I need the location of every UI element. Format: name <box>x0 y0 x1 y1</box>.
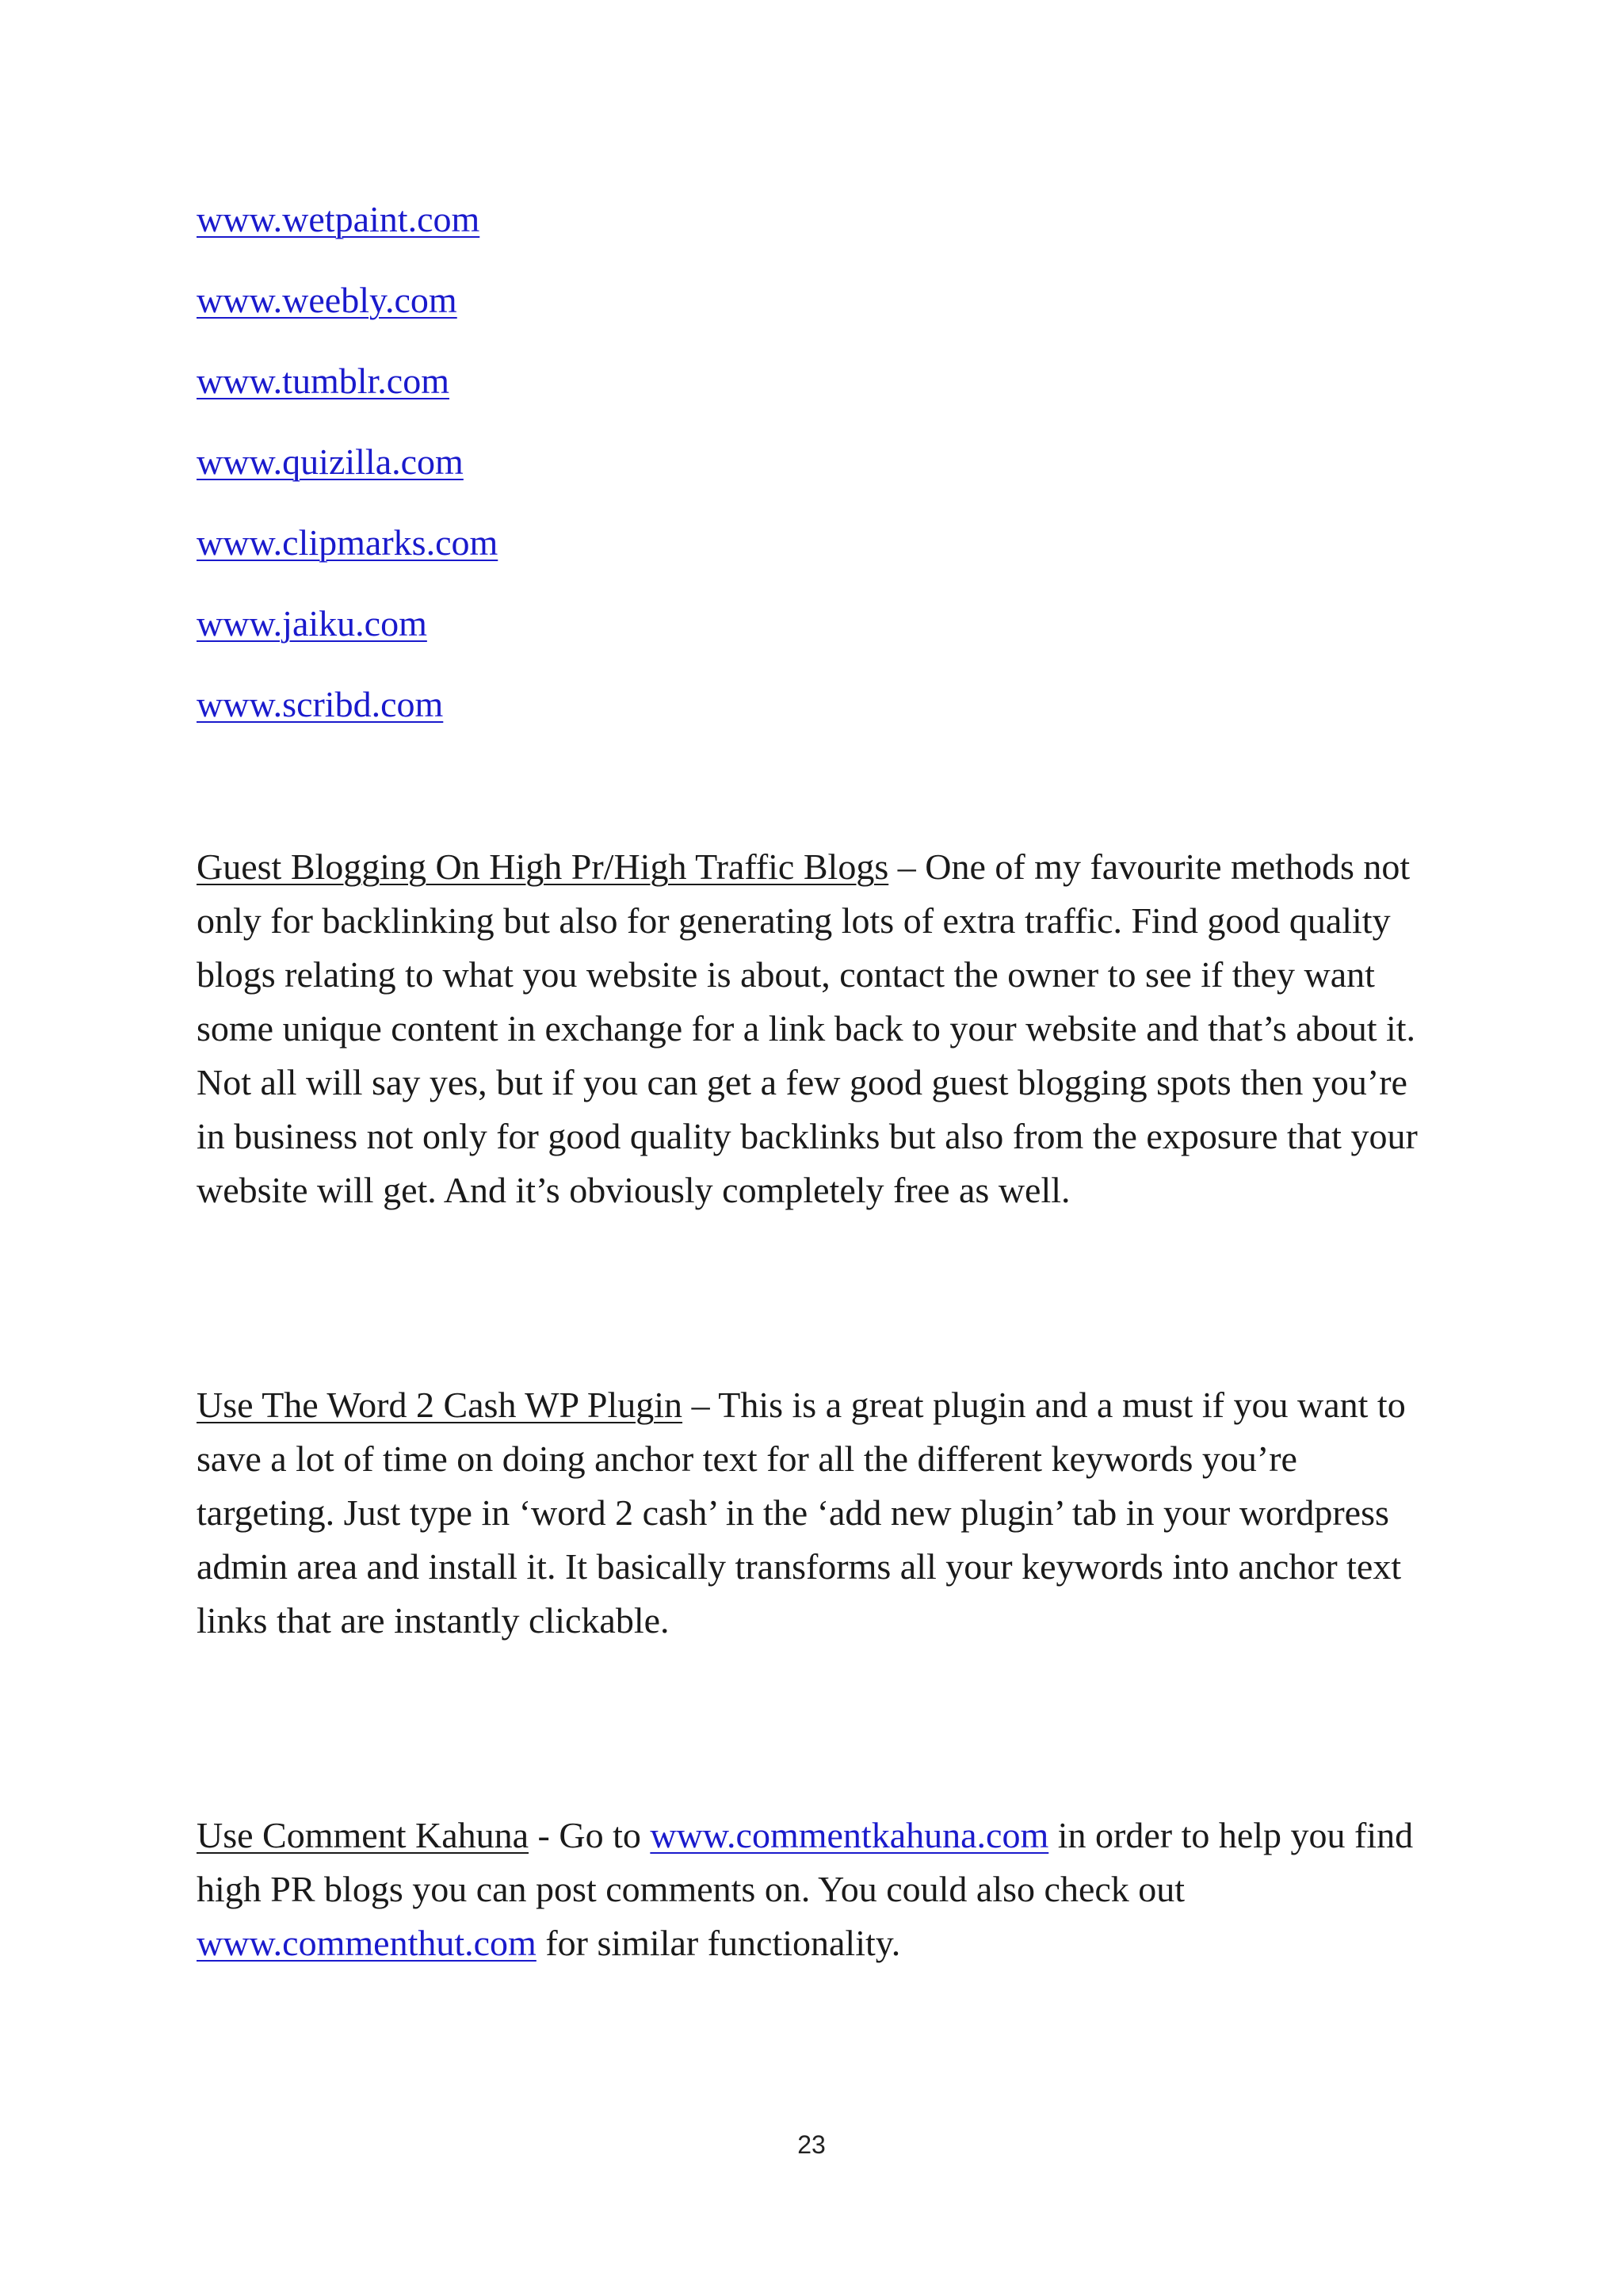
link-commenthut[interactable]: www.commenthut.com <box>197 1923 537 1963</box>
link-wetpaint[interactable]: www.wetpaint.com <box>197 199 480 239</box>
comment-kahuna-text-after: for similar functionality. <box>536 1923 901 1963</box>
guest-blogging-heading: Guest Blogging On High Pr/High Traffic Blogs <box>197 846 889 887</box>
guest-blogging-body: – One of my favourite methods not only for backlinking but also for generating lots of extra traffic. Find good quality blogs relating to what you website is about, contact the owner to see if they want some unique content in exchange for a link back to your website and that’s about it. Not all will say yes, but if you can get a few good guest blogging spots then you’re in business not only for good quality backlinks but also from the exposure that your website will get. And it’s obviously completely free as well. <box>197 846 1418 1210</box>
link-clipmarks[interactable]: www.clipmarks.com <box>197 522 498 563</box>
list-item <box>197 355 498 436</box>
list-item <box>197 517 498 598</box>
page-number: 23 <box>797 2130 826 2159</box>
comment-kahuna-text-middle: in order to help you find high PR blogs you can post comments on. You could also check out <box>197 1815 1414 1909</box>
list-item <box>197 274 498 355</box>
website-link-list <box>197 193 498 759</box>
link-scribd[interactable]: www.scribd.com <box>197 684 444 724</box>
list-item <box>197 598 498 678</box>
list-item <box>197 193 498 274</box>
comment-kahuna-heading: Use Comment Kahuna <box>197 1815 529 1855</box>
guest-blogging-paragraph <box>197 840 1433 1217</box>
link-weebly[interactable]: www.weebly.com <box>197 280 457 320</box>
word2cash-paragraph <box>197 1378 1433 1648</box>
comment-kahuna-text-before: - Go to <box>529 1815 651 1855</box>
link-quizilla[interactable]: www.quizilla.com <box>197 441 464 482</box>
link-tumblr[interactable]: www.tumblr.com <box>197 361 449 401</box>
list-item <box>197 678 498 759</box>
link-commentkahuna[interactable]: www.commentkahuna.com <box>650 1815 1049 1855</box>
word2cash-heading: Use The Word 2 Cash WP Plugin <box>197 1385 683 1425</box>
word2cash-body: – This is a great plugin and a must if you want to save a lot of time on doing anchor text for all the different keywords you’re targeting. Just type in ‘word 2 cash’ in the ‘add new plugin’ tab in your wordpress admin area and install it. It basically transforms all your keywords into anchor text links that are instantly clickable. <box>197 1385 1406 1641</box>
comment-kahuna-paragraph <box>197 1809 1433 1970</box>
list-item <box>197 436 498 517</box>
link-jaiku[interactable]: www.jaiku.com <box>197 603 427 644</box>
